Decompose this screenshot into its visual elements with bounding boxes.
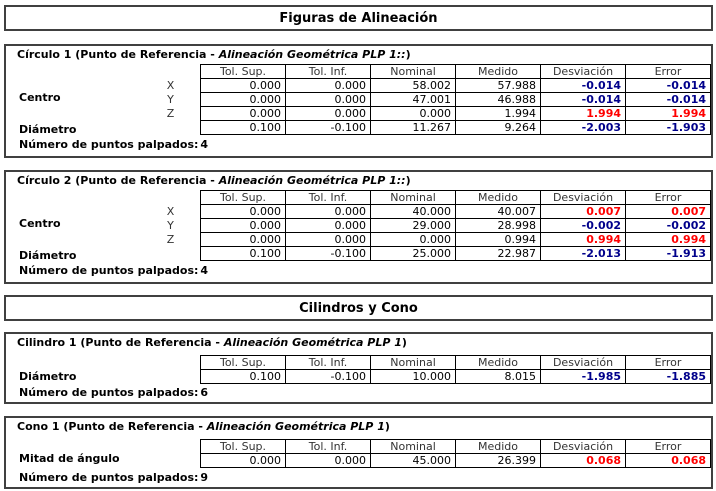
cell-measured: 26.399 [456, 454, 540, 467]
cell-error: -1.903 [626, 121, 710, 134]
column-header-deviation: Desviación [541, 440, 625, 453]
section-header-cylinders-cone [4, 295, 713, 321]
cell-nominal: 45.000 [371, 454, 455, 467]
cell-measured: 0.994 [456, 233, 540, 246]
column-header-tol-inf: Tol. Inf. [286, 356, 370, 369]
row-labels [19, 65, 200, 135]
row-labels [19, 191, 200, 261]
probed-points-count: 4 [200, 138, 209, 151]
cell-tol-inf: 0.000 [286, 219, 370, 232]
reference-alignment-name: Alineación Geométrica PLP 1 [206, 420, 385, 433]
column-header-error: Error [626, 65, 710, 78]
column-header-deviation: Desviación [541, 191, 625, 204]
cell-measured: 9.264 [456, 121, 540, 134]
feature-title [17, 48, 411, 62]
cell-measured: 28.998 [456, 219, 540, 232]
reference-label: (Punto de Referencia - [63, 420, 203, 433]
cell-error: -0.014 [626, 93, 710, 106]
feature-title [17, 174, 411, 188]
reference-close: ) [384, 420, 390, 433]
row-labels [19, 440, 200, 468]
probed-points [19, 264, 208, 278]
size-label-diameter: Diámetro [19, 370, 77, 383]
column-header-tol-sup: Tol. Sup. [201, 440, 285, 453]
cell-measured: 40.007 [456, 205, 540, 218]
column-header-measured: Medido [456, 440, 540, 453]
feature-box-cylinder-1 [4, 332, 713, 404]
size-label-half-angle: Mitad de ángulo [19, 452, 120, 465]
probed-points-count: 4 [200, 264, 209, 277]
cell-deviation: -2.013 [541, 247, 625, 260]
probed-points [19, 471, 208, 485]
cell-tol-inf: 0.000 [286, 93, 370, 106]
cell-tol-sup: 0.100 [201, 121, 285, 134]
cell-deviation: -0.014 [541, 79, 625, 92]
measurement-table [200, 64, 711, 135]
cell-tol-sup: 0.000 [201, 454, 285, 467]
reference-close: ) [405, 174, 411, 187]
cell-tol-inf: 0.000 [286, 233, 370, 246]
cell-nominal: 47.001 [371, 93, 455, 106]
axis-label-x: X [166, 205, 175, 218]
cell-deviation: -1.985 [541, 370, 625, 383]
probed-points-label: Número de puntos palpados: [19, 138, 199, 151]
size-label-diameter: Diámetro [19, 123, 77, 136]
cell-deviation: -0.002 [541, 219, 625, 232]
reference-alignment-name: Alineación Geométrica PLP 1:: [218, 48, 406, 61]
cell-measured: 46.988 [456, 93, 540, 106]
cell-tol-inf: 0.000 [286, 79, 370, 92]
cell-deviation: 0.007 [541, 205, 625, 218]
column-header-tol-inf: Tol. Inf. [286, 191, 370, 204]
column-header-nominal: Nominal [371, 191, 455, 204]
feature-name: Círculo 2 [17, 174, 72, 187]
feature-name: Cono 1 [17, 420, 60, 433]
measurement-table [200, 439, 711, 468]
column-header-error: Error [626, 440, 710, 453]
cell-tol-sup: 0.000 [201, 107, 285, 120]
cell-tol-inf: -0.100 [286, 370, 370, 383]
reference-alignment-name: Alineación Geométrica PLP 1:: [218, 174, 406, 187]
cell-deviation: 1.994 [541, 107, 625, 120]
feature-box-cone-1 [4, 416, 713, 489]
cell-tol-sup: 0.000 [201, 93, 285, 106]
measurement-table [200, 355, 711, 384]
column-header-error: Error [626, 191, 710, 204]
column-header-tol-sup: Tol. Sup. [201, 65, 285, 78]
feature-title [17, 336, 407, 350]
cell-tol-sup: 0.000 [201, 233, 285, 246]
cell-deviation: 0.994 [541, 233, 625, 246]
axis-label-x: X [166, 79, 175, 92]
cell-nominal: 10.000 [371, 370, 455, 383]
cell-tol-sup: 0.000 [201, 219, 285, 232]
cell-measured: 8.015 [456, 370, 540, 383]
cell-nominal: 11.267 [371, 121, 455, 134]
feature-title [17, 420, 390, 434]
feature-name: Círculo 1 [17, 48, 72, 61]
column-header-tol-inf: Tol. Inf. [286, 65, 370, 78]
reference-close: ) [405, 48, 411, 61]
cell-nominal: 25.000 [371, 247, 455, 260]
cell-measured: 57.988 [456, 79, 540, 92]
cell-tol-inf: 0.000 [286, 107, 370, 120]
group-label-center: Centro [19, 91, 61, 104]
column-header-tol-inf: Tol. Inf. [286, 440, 370, 453]
cell-measured: 22.987 [456, 247, 540, 260]
axis-label-y: Y [167, 219, 174, 232]
cell-nominal: 0.000 [371, 107, 455, 120]
cell-error: -1.885 [626, 370, 710, 383]
probed-points-label: Número de puntos palpados: [19, 471, 199, 484]
reference-label: (Punto de Referencia - [75, 48, 215, 61]
axis-label-z: Z [166, 107, 175, 120]
column-header-nominal: Nominal [371, 440, 455, 453]
cell-tol-sup: 0.100 [201, 370, 285, 383]
feature-box-circle-2 [4, 170, 713, 284]
column-header-tol-sup: Tol. Sup. [201, 191, 285, 204]
feature-name: Cilindro 1 [17, 336, 77, 349]
section-title: Figuras de Alineación [279, 10, 438, 26]
cell-deviation: -0.014 [541, 93, 625, 106]
group-label-center: Centro [19, 217, 61, 230]
probed-points-count: 9 [200, 471, 209, 484]
probed-points [19, 386, 208, 400]
column-header-measured: Medido [456, 65, 540, 78]
column-header-tol-sup: Tol. Sup. [201, 356, 285, 369]
cell-tol-inf: 0.000 [286, 454, 370, 467]
cell-tol-inf: -0.100 [286, 121, 370, 134]
reference-close: ) [401, 336, 407, 349]
cell-tol-sup: 0.000 [201, 79, 285, 92]
measurement-table [200, 190, 711, 261]
cell-tol-sup: 0.000 [201, 205, 285, 218]
axis-label-z: Z [166, 233, 175, 246]
size-label-diameter: Diámetro [19, 249, 77, 262]
row-labels [19, 356, 200, 384]
cell-error: -1.913 [626, 247, 710, 260]
cell-deviation: -2.003 [541, 121, 625, 134]
cell-nominal: 40.000 [371, 205, 455, 218]
reference-label: (Punto de Referencia - [75, 174, 215, 187]
section-header-alignment-features [4, 5, 713, 31]
column-header-nominal: Nominal [371, 356, 455, 369]
cell-error: 0.994 [626, 233, 710, 246]
cell-error: 0.007 [626, 205, 710, 218]
column-header-deviation: Desviación [541, 356, 625, 369]
cell-nominal: 58.002 [371, 79, 455, 92]
cell-error: -0.014 [626, 79, 710, 92]
probed-points-label: Número de puntos palpados: [19, 386, 199, 399]
feature-box-circle-1 [4, 44, 713, 158]
cell-tol-inf: 0.000 [286, 205, 370, 218]
cell-error: 1.994 [626, 107, 710, 120]
probed-points [19, 138, 208, 152]
cell-measured: 1.994 [456, 107, 540, 120]
column-header-nominal: Nominal [371, 65, 455, 78]
cell-tol-sup: 0.100 [201, 247, 285, 260]
probed-points-label: Número de puntos palpados: [19, 264, 199, 277]
cell-error: -0.002 [626, 219, 710, 232]
reference-alignment-name: Alineación Geométrica PLP 1 [223, 336, 402, 349]
cell-nominal: 29.000 [371, 219, 455, 232]
cell-error: 0.068 [626, 454, 710, 467]
section-title: Cilindros y Cono [299, 300, 418, 316]
cell-deviation: 0.068 [541, 454, 625, 467]
cell-nominal: 0.000 [371, 233, 455, 246]
axis-label-y: Y [167, 93, 174, 106]
column-header-error: Error [626, 356, 710, 369]
column-header-measured: Medido [456, 356, 540, 369]
column-header-deviation: Desviación [541, 65, 625, 78]
column-header-measured: Medido [456, 191, 540, 204]
reference-label: (Punto de Referencia - [80, 336, 220, 349]
probed-points-count: 6 [200, 386, 209, 399]
cell-tol-inf: -0.100 [286, 247, 370, 260]
